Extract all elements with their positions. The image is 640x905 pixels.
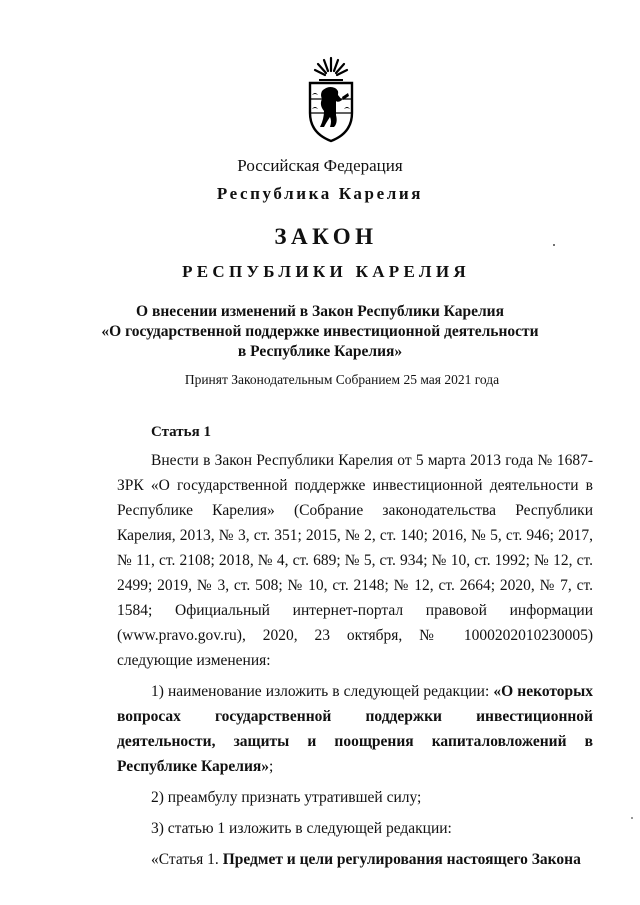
- issuer-line: РЕСПУБЛИКИ КАРЕЛИЯ: [182, 262, 470, 281]
- article-intro-paragraph: Внести в Закон Республики Карелия от 5 марта 2013 года № 1687-ЗРК «О государственной поддержке инвестиционной деятельности в Республике Карелия» (Собрание законодательства Республики Карелия, 2013, № 3, ст. 351; 2015, № 2, ст. 140; 2016, № 5, ст. 946; 2017, № 11, ст. 2108; 2018, № 4, ст. 689; № 5, ст. 934; № 10, ст. 1992; № 12, ст. 2499; 2019, № 3, ст. 508; № 10, ст. 2148; № 12, ст. 2664; 2020, № 7, ст. 1584; Официальный интернет-портал правовой информации (www.pravo.gov.ru), 2020, 23 октября, № 1000202010230005) следующие изменения:: [117, 452, 593, 669]
- country-line: Российская Федерация: [237, 156, 403, 175]
- document-type: ЗАКОН: [274, 224, 378, 249]
- amendment-item-1-text: 1) наименование изложить в следующей редакции:: [151, 683, 494, 700]
- coat-of-arms-emblem: [302, 55, 360, 143]
- law-title-line-2: «О государственной поддержке инвестиционной деятельности: [101, 323, 539, 340]
- amendment-item-3: 3) статью 1 изложить в следующей редакции:: [151, 820, 452, 837]
- amendment-item-1: [117, 679, 593, 779]
- article-body: [117, 448, 593, 872]
- stray-mark: [553, 244, 555, 246]
- stray-mark: [631, 817, 633, 819]
- quoted-article-title: Предмет и цели регулирования настоящего Закона: [222, 851, 581, 868]
- amendment-item-1-new-title: «О некоторых вопросах государственной поддержки инвестиционной деятельности, защиты и поощрения капиталовложений в Республике Карелия»: [117, 683, 593, 775]
- law-title-line-3: в Республике Карелия»: [237, 343, 403, 360]
- amendment-item-1-end: ;: [269, 758, 274, 775]
- quoted-article-heading: [117, 847, 593, 872]
- law-title: [0, 302, 640, 362]
- adoption-note: Принят Законодательным Собранием 25 мая 2021 года: [184, 372, 500, 387]
- amendment-item-2: 2) преамбулу признать утратившей силу;: [151, 789, 422, 806]
- article-heading: Статья 1: [151, 424, 211, 440]
- quoted-article-label: «Статья 1.: [151, 851, 223, 868]
- republic-line: Республика Карелия: [216, 184, 424, 203]
- law-title-line-1: О внесении изменений в Закон Республики Карелия: [136, 303, 504, 320]
